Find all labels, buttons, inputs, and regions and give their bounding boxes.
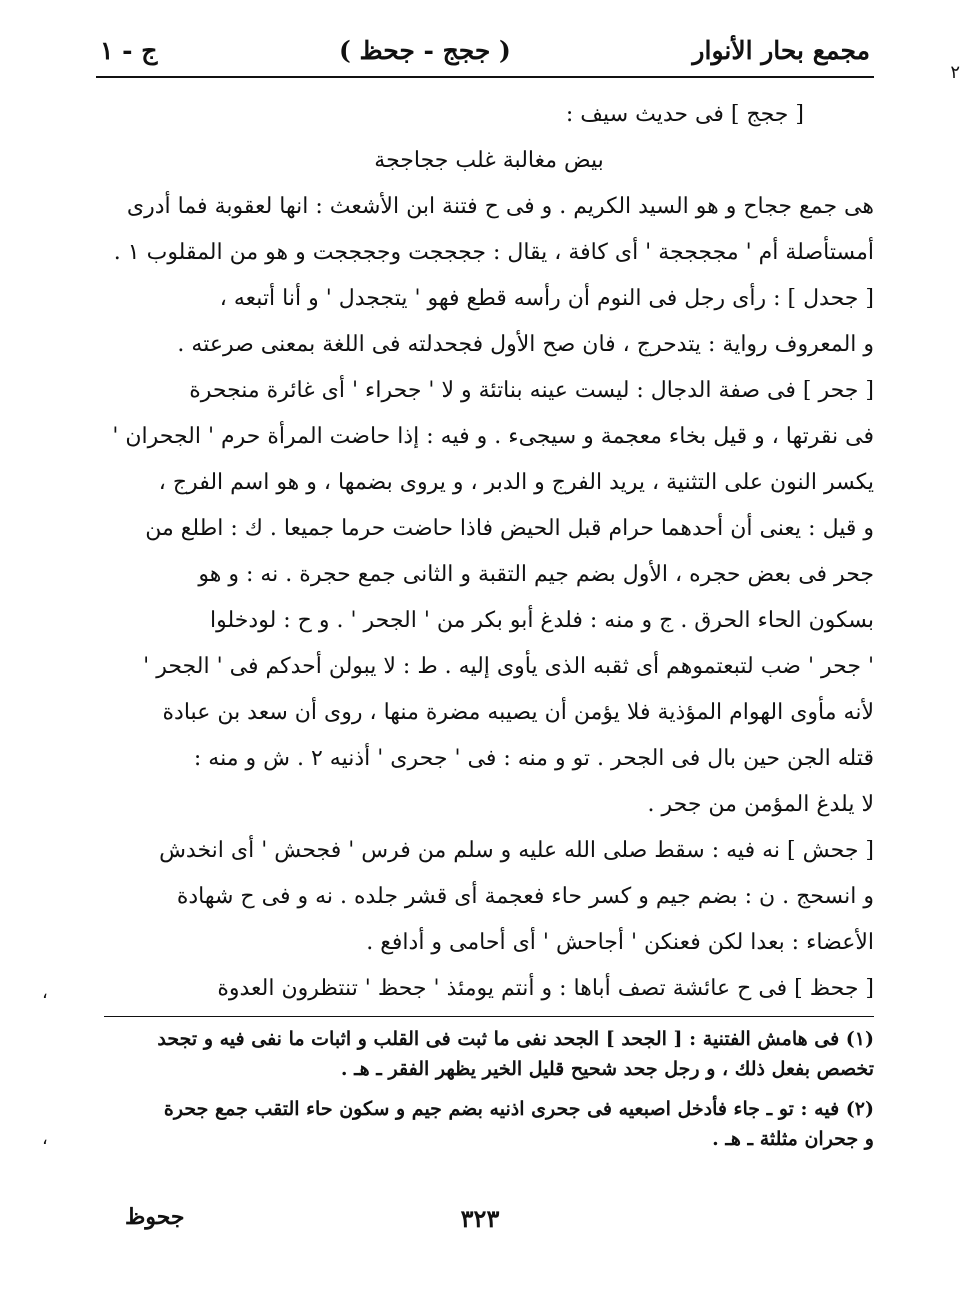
footnote-line: (١) فى هامش الفتنية : [ الجحد ] الجحد نفى ما ثبت فى القلب و اثبات ما نفى فيه و تجحد [157,1028,874,1050]
text-line: أمستأصلة أم ' مججججة ' أى كافة ، يقال : ججججت وججججت و هو من المقلوب ١ . [113,240,874,265]
text-line: لا يلدغ المؤمن من جحر . [647,792,874,817]
main-text [104,92,874,1012]
text-line: لأنه مأوى الهوام المؤذية فلا يؤمن أن يصيبه مضرة منها ، روى أن سعد بن عبادة [162,700,874,725]
text-line: و المعروف رواية : يتدحرج ، فان صح الأول فجحدلته فى اللغة بمعنى صرعته . [177,332,874,357]
footnote-line: و جحران مثلثة ـ هـ . [712,1128,874,1150]
footnote-line: تخصص بفعل ذلك ، و رجل جحد شحيح قليل الخير يظهر الفقر ـ هـ . [340,1058,874,1080]
text-line: و انسحج . ن : بضم جيم و كسر حاء فعجمة أى قشر جلده . نه و فى ح شهادة [176,884,874,909]
entry-line: [ جحش ] نه فيه : سقط صلى الله عليه و سلم من فرس ' فجحش ' أى انخدش [159,838,874,863]
entry-line: [ جحر ] فى صفة الدجال : ليست عينه بناتئة و لا ' جحراء ' أى غائرة منجحرة [189,378,874,403]
footnote-rule [104,1016,874,1017]
book-title: مجمع بحار الأنوار [692,35,870,65]
margin-mark: ، [42,1128,48,1149]
entry-line: [ ججج ] فى حديث سيف : [565,102,804,127]
section-range: ( ججج - جحظ ) [338,35,511,65]
volume-number: ج - ١ [100,35,158,65]
text-line: و قيل : يعنى أن أحدهما حرام قبل الحيض فاذا حاضت حرما جميعا . ك : اطلع من [145,516,874,541]
text-line: فى نقرتها ، و قيل بخاء معجمة و سيجىء . و فيه : إذا حاضت المرأة حرم ' الجحران ' [112,424,874,449]
page-number: ٣٢٣ [460,1204,500,1233]
catchword: جحوظ [125,1204,185,1230]
text-line: الأعضاء : بعدا لكن فعنكن ' أجاحش ' أى أحامى و أدافع . [366,930,874,955]
header-rule [96,76,874,78]
text-line: هى جمع ججاح و هو السيد الكريم . و فى ح فتنة ابن الأشعث : انها لعقوبة فما أدرى [126,194,874,219]
text-line: قتله الجن حين بال فى الجحر . تو و منه : فى ' جحرى ' أذنيه ٢ . ش و منه : [193,746,874,771]
text-line: بسكون الحاء الحرق . ج و منه : فلدغ أبو بكر من ' الجحر ' . و ح : لودخلوا [210,608,874,633]
entry-line: [ جحدل ] : رأى رجل فى النوم أن رأسه قطع فهو ' يتججدل ' و أنا أتبعه ، [219,286,874,311]
text-line: ' جحر ' ضب لتبعتموهم أى ثقبه الذى يأوى إليه . ط : لا يبولن أحدكم فى ' الجحر ' [143,654,874,679]
text-line: جحر فى بعض حجره ، الأول بضم جيم التقبة و الثانى جمع حجرة . نه : و هو [198,562,874,587]
footnotes [104,1024,874,1154]
entry-line: [ جحظ ] فى ح عائشة تصف أباها : و أنتم يومئذ ' جحظ ' تنتظرون العدوة [217,976,874,1001]
footnote-line: (٢) فيه : تو ـ جاء فأدخل اصبعيه فى جحرى اذنيه بضم جيم و سكون حاء التقب جمع جحرة [163,1098,874,1120]
running-header [100,28,870,72]
verse-line: بيض مغالبة غلب ججاججة [374,148,604,173]
margin-mark: ٢ [950,62,960,83]
text-line: يكسر النون على التثنية ، يريد الفرج و الدبر ، و يروى بضمها ، و هو اسم الفرج ، [158,470,874,495]
margin-mark: ، [42,982,48,1003]
